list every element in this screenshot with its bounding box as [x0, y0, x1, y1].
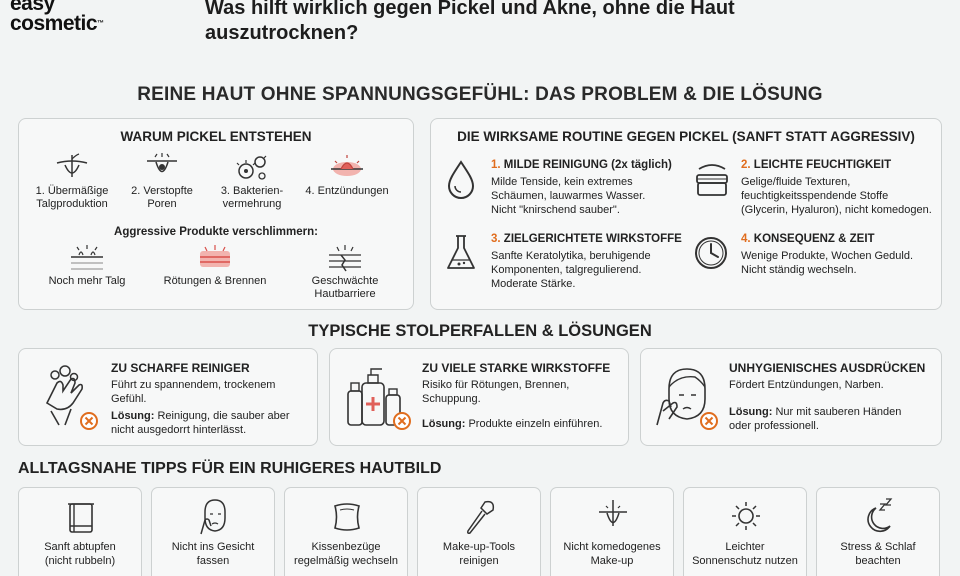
tip-card: [550, 487, 674, 576]
solution-label: Lösung:: [729, 406, 773, 418]
tip-line2: fassen: [196, 555, 230, 567]
pillow-icon: [332, 498, 362, 536]
brand-line2: cosmetic: [10, 12, 98, 35]
causes-subheading: Aggressive Produkte verschlimmern:: [114, 226, 318, 238]
brand-logo: [10, 0, 104, 34]
pitfall-line: Führt zu spannendem, trockenem: [111, 379, 276, 391]
pitfall-body: [422, 378, 622, 406]
warning-x-icon: [79, 411, 99, 431]
step-line: Nicht "knirschend sauber".: [491, 204, 620, 216]
face-touch-icon: [199, 498, 229, 536]
effect-label-line1: Geschwächte: [311, 275, 379, 287]
solution-line: Produkte einzeln einführen.: [465, 418, 603, 430]
makeup-brush-icon: [465, 498, 495, 536]
tip-line1: Kissenbezüge: [311, 541, 381, 553]
tip-line2: regelmäßig wechseln: [294, 555, 398, 567]
moon-sleep-icon: [864, 498, 894, 536]
step-title: [741, 159, 891, 171]
solution-line: Nur mit sauberen Händen: [772, 406, 902, 418]
routine-panel: [430, 118, 942, 310]
bacteria-icon: [235, 153, 269, 183]
pitfall-line: Fördert Entzündungen, Narben.: [729, 379, 884, 391]
tip-line1: Sanft abtupfen: [44, 541, 116, 553]
cause-label-line2: Poren: [147, 198, 177, 210]
tip-card: [18, 487, 142, 576]
tip-card: [284, 487, 408, 576]
causes-panel-title: WARUM PICKEL ENTSTEHEN: [120, 129, 312, 144]
routine-panel-title: DIE WIRKSAME ROUTINE GEGEN PICKEL (SANFT STATT AGGRESSIV): [457, 129, 915, 144]
step-body: [491, 249, 691, 291]
step-body: [741, 175, 941, 217]
pitfall-title: ZU SCHARFE REINIGER: [111, 361, 250, 375]
tip-line1: Make-up-Tools: [442, 541, 516, 553]
towel-icon: [66, 498, 96, 536]
step-line: Moderate Stärke.: [491, 278, 576, 290]
effect-label-line2: Hautbarriere: [314, 288, 376, 300]
redness-icon: [197, 243, 233, 273]
main-heading: REINE HAUT OHNE SPANNUNGSGEFÜHL: DAS PROBLEM & DIE LÖSUNG: [137, 84, 823, 105]
cause-label-line1: 1. Übermäßige: [35, 185, 109, 197]
step-line: Wenige Produkte, Wochen Geduld.: [741, 250, 914, 262]
step-number: 2.: [741, 159, 751, 171]
tip-line1: Leichter: [725, 541, 765, 553]
step-body: [741, 249, 941, 277]
cause-item: [117, 153, 207, 211]
step-line: Sanfte Keratolytika, beruhigende: [491, 250, 651, 262]
pitfall-card: [640, 348, 942, 446]
cause-label-line2: Talgproduktion: [36, 198, 108, 210]
cause-item: [27, 153, 117, 211]
tip-label: [551, 540, 673, 568]
causes-panel: [18, 118, 414, 310]
tip-card: [417, 487, 541, 576]
step-title-text: ZIELGERICHTETE WIRKSTOFFE: [503, 233, 682, 245]
solution-label: Lösung:: [111, 410, 155, 422]
step-body: [491, 175, 691, 217]
sun-icon: [731, 498, 761, 536]
oily-skin-icon: [69, 243, 105, 273]
tip-label: [418, 540, 540, 568]
cause-label-line1: 4. Entzündungen: [305, 185, 389, 197]
brand-tm: ™: [97, 20, 104, 27]
cause-label-line1: 3. Bakterien-: [220, 185, 284, 197]
droplet-icon: [443, 159, 479, 199]
tip-line1: Nicht komedogenes: [563, 541, 661, 553]
step-line: Milde Tenside, kein extremes: [491, 176, 633, 188]
pitfall-body: [729, 378, 934, 392]
pitfall-title: ZU VIELE STARKE WIRKSTOFFE: [422, 361, 611, 375]
effect-item: [27, 243, 147, 288]
hair-follicle-icon: [55, 153, 89, 183]
pitfall-line: Risiko für Rötungen, Brennen,: [422, 379, 570, 391]
cause-item: [207, 153, 297, 211]
solution-line: oder professionell.: [729, 420, 819, 432]
tip-label: [19, 540, 141, 568]
step-line: (Glycerin, Hyaluron), nicht komedogen.: [741, 204, 932, 216]
brand-line1: easy: [10, 0, 55, 15]
step-title-text: MILDE REINIGUNG (2x täglich): [503, 159, 672, 171]
cause-label-line2: vermehrung: [222, 198, 282, 210]
pitfall-card: [329, 348, 629, 446]
step-title: [741, 233, 875, 245]
tips-heading: ALLTAGSNAHE TIPPS FÜR EIN RUHIGERES HAUTBILD: [18, 460, 442, 477]
solution-label: Lösung:: [422, 418, 466, 430]
tip-label: [285, 540, 407, 568]
pitfalls-heading: TYPISCHE STOLPERFALLEN & LÖSUNGEN: [308, 322, 652, 340]
tip-card: [683, 487, 807, 576]
tip-card: [151, 487, 275, 576]
pitfall-solution: [111, 409, 316, 437]
step-title: [491, 233, 682, 245]
cause-label-line1: 2. Verstopfte: [131, 185, 193, 197]
clock-icon: [693, 233, 729, 273]
step-number: 4.: [741, 233, 751, 245]
solution-line: nicht ausgedorrt hinterlässt.: [111, 424, 247, 436]
step-line: Nicht ständig wechseln.: [741, 264, 857, 276]
step-line: feuchtigkeitsspendende Stoffe: [741, 190, 889, 202]
tip-label: [817, 540, 939, 568]
pitfall-solution: [422, 417, 627, 431]
step-line: Schäumen, lauwarmes Wasser.: [491, 190, 646, 202]
pitfall-title: UNHYGIENISCHES AUSDRÜCKEN: [729, 361, 926, 375]
tip-line1: Stress & Schlaf: [840, 541, 916, 553]
step-number: 3.: [491, 233, 501, 245]
pitfall-card: [18, 348, 318, 446]
page-title-line2: auszutrocknen?: [205, 22, 359, 44]
pitfall-line: Schuppung.: [422, 393, 481, 405]
solution-line: Reinigung, die sauber aber: [154, 410, 290, 422]
step-number: 1.: [491, 159, 501, 171]
tip-label: [684, 540, 806, 568]
effect-label-line1: Noch mehr Talg: [48, 275, 126, 287]
tip-line2: (nicht rubbeln): [44, 555, 116, 567]
effect-item: [155, 243, 275, 288]
tip-line2: Make-up: [590, 555, 634, 567]
tip-line2: Sonnenschutz nutzen: [692, 555, 798, 567]
tip-label: [152, 540, 274, 568]
cause-item: [297, 153, 397, 198]
page-title-line1: Was hilft wirklich gegen Pickel und Akne, ohne die Haut: [205, 0, 735, 19]
tip-card: [816, 487, 940, 576]
pitfall-body: [111, 378, 311, 406]
effect-item: [285, 243, 405, 301]
tip-line2: reinigen: [459, 555, 499, 567]
tip-line2: beachten: [855, 555, 901, 567]
clogged-pore-icon: [145, 153, 179, 183]
pitfall-line: Gefühl.: [111, 393, 147, 405]
cracked-skin-icon: [327, 243, 363, 273]
step-title-text: LEICHTE FEUCHTIGKEIT: [753, 159, 892, 171]
warning-x-icon: [392, 411, 412, 431]
page-title: [205, 0, 735, 46]
inflamed-skin-icon: [329, 153, 365, 183]
flask-icon: [443, 233, 479, 273]
pitfall-solution: [729, 405, 934, 433]
cream-jar-icon: [693, 159, 731, 199]
pore-icon: [598, 498, 628, 536]
step-line: Komponenten, talgregulierend.: [491, 264, 642, 276]
step-title: [491, 159, 672, 171]
tip-line1: Nicht ins Gesicht: [171, 541, 255, 553]
step-title-text: KONSEQUENZ & ZEIT: [753, 233, 875, 245]
effect-label-line1: Rötungen & Brennen: [163, 275, 267, 287]
step-line: Gelige/fluide Texturen,: [741, 176, 851, 188]
warning-x-icon: [699, 411, 719, 431]
